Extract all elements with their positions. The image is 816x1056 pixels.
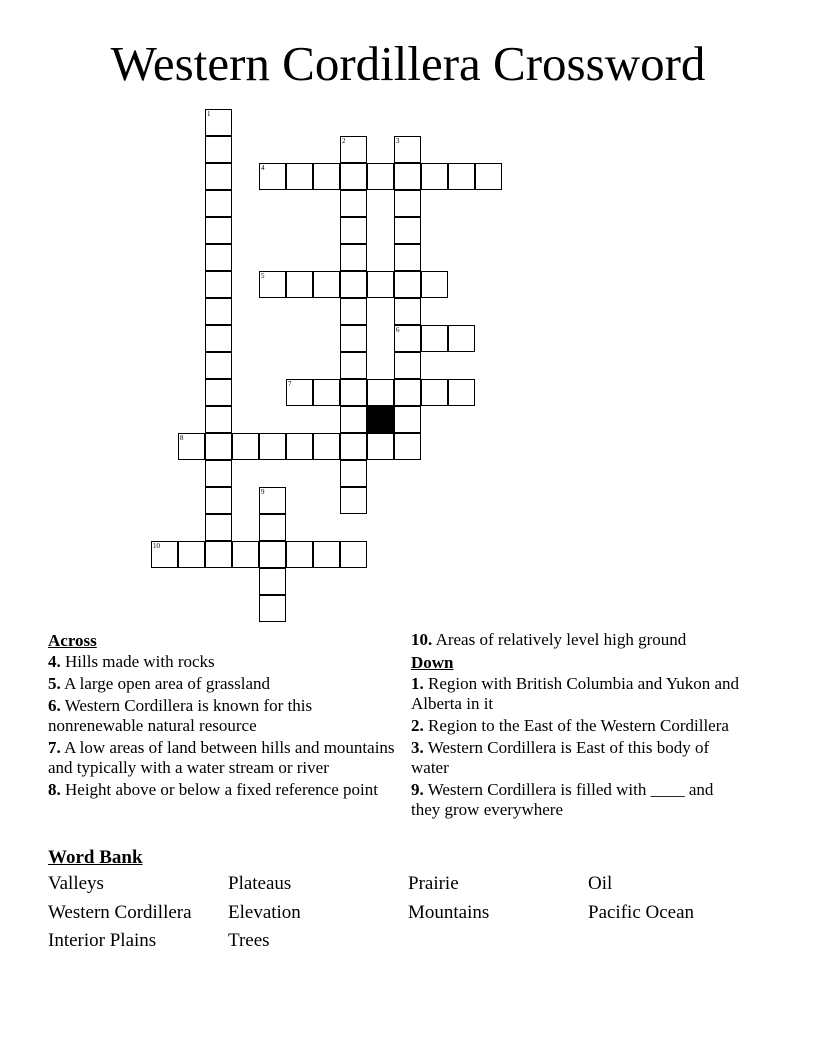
crossword-cell[interactable] <box>205 325 232 352</box>
clue-text: A large open area of grassland <box>64 674 271 693</box>
word-bank <box>48 873 768 953</box>
word-bank-item: Valleys <box>48 873 104 894</box>
crossword-cell[interactable] <box>394 136 421 163</box>
cell-number: 10 <box>153 542 160 550</box>
crossword-cell[interactable] <box>205 217 232 244</box>
crossword-cell[interactable] <box>205 271 232 298</box>
across-heading: Across <box>48 631 97 650</box>
clue-down-3 <box>411 738 741 778</box>
cell-number: 6 <box>396 326 400 334</box>
crossword-cell[interactable] <box>340 541 367 568</box>
crossword-cell[interactable] <box>340 406 367 433</box>
crossword-cell[interactable] <box>394 325 421 352</box>
crossword-cell[interactable] <box>340 325 367 352</box>
crossword-cell[interactable] <box>178 433 205 460</box>
clue-text: Height above or below a fixed reference point <box>65 780 378 799</box>
crossword-cell[interactable] <box>205 190 232 217</box>
crossword-cell[interactable] <box>232 541 259 568</box>
crossword-cell[interactable] <box>313 163 340 190</box>
crossword-cell[interactable] <box>259 595 286 622</box>
crossword-cell[interactable] <box>394 352 421 379</box>
crossword-cell[interactable] <box>340 433 367 460</box>
crossword-cell[interactable] <box>340 190 367 217</box>
crossword-cell[interactable] <box>394 163 421 190</box>
cell-number: 7 <box>288 380 292 388</box>
crossword-cell[interactable] <box>394 217 421 244</box>
clue-down-1 <box>411 674 741 714</box>
crossword-cell[interactable] <box>205 433 232 460</box>
word-bank-item: Prairie <box>408 873 459 894</box>
crossword-cell[interactable] <box>205 163 232 190</box>
cell-number: 2 <box>342 137 346 145</box>
crossword-block-cell <box>367 406 394 433</box>
crossword-cell[interactable] <box>205 109 232 136</box>
word-bank-item: Pacific Ocean <box>588 901 695 923</box>
crossword-cell[interactable] <box>394 298 421 325</box>
clue-across-7 <box>48 738 403 778</box>
clue-text: A low areas of land between hills and mountains and typically with a water stream or river <box>48 738 395 777</box>
crossword-cell[interactable] <box>448 163 475 190</box>
crossword-cell[interactable] <box>421 163 448 190</box>
clue-text: Western Cordillera is filled with ____ and they grow everywhere <box>411 780 714 819</box>
crossword-cell[interactable] <box>313 379 340 406</box>
crossword-cell[interactable] <box>367 379 394 406</box>
crossword-cell[interactable] <box>259 433 286 460</box>
crossword-cell[interactable] <box>205 487 232 514</box>
crossword-cell[interactable] <box>421 379 448 406</box>
crossword-cell[interactable] <box>178 541 205 568</box>
clue-across-8 <box>48 780 403 800</box>
word-bank-title: Word Bank <box>48 847 143 868</box>
crossword-cell[interactable] <box>421 325 448 352</box>
crossword-cell[interactable] <box>151 541 178 568</box>
cell-number: 4 <box>261 164 265 172</box>
clue-text: Areas of relatively level high ground <box>435 630 687 649</box>
crossword-cell[interactable] <box>313 433 340 460</box>
crossword-cell[interactable] <box>340 487 367 514</box>
crossword-cell[interactable] <box>313 541 340 568</box>
down-heading: Down <box>411 653 454 672</box>
crossword-cell[interactable] <box>394 406 421 433</box>
crossword-cell[interactable] <box>259 514 286 541</box>
crossword-cell[interactable] <box>340 460 367 487</box>
clue-text: Western Cordillera is East of this body of water <box>411 738 710 777</box>
clue-number: 2. <box>411 716 424 735</box>
clue-number: 1. <box>411 674 424 693</box>
crossword-cell[interactable] <box>367 271 394 298</box>
cell-number: 9 <box>261 488 265 496</box>
crossword-cell[interactable] <box>286 271 313 298</box>
clue-number: 4. <box>48 652 61 671</box>
clue-text: Hills made with rocks <box>65 652 215 671</box>
crossword-cell[interactable] <box>475 163 502 190</box>
word-bank-item: Oil <box>588 873 613 894</box>
crossword-cell[interactable] <box>205 541 232 568</box>
clue-number: 7. <box>48 738 61 757</box>
crossword-cell[interactable] <box>286 433 313 460</box>
cell-number: 1 <box>207 110 211 118</box>
clue-across-4 <box>48 652 403 672</box>
clue-number: 6. <box>48 696 61 715</box>
crossword-cell[interactable] <box>340 163 367 190</box>
crossword-cell[interactable] <box>367 163 394 190</box>
cell-number: 5 <box>261 272 265 280</box>
clue-across-6 <box>48 696 403 736</box>
crossword-cell[interactable] <box>205 460 232 487</box>
clue-text: Western Cordillera is known for this nonrenewable natural resource <box>48 696 313 735</box>
crossword-cell[interactable] <box>205 406 232 433</box>
crossword-cell[interactable] <box>448 379 475 406</box>
crossword-cell[interactable] <box>205 352 232 379</box>
clues-column-left <box>48 630 403 802</box>
clue-text: Region to the East of the Western Cordillera <box>428 716 729 735</box>
crossword-cell[interactable] <box>259 487 286 514</box>
crossword-cell[interactable] <box>340 298 367 325</box>
crossword-cell[interactable] <box>205 244 232 271</box>
crossword-cell[interactable] <box>340 217 367 244</box>
crossword-cell[interactable] <box>421 271 448 298</box>
word-bank-item: Elevation <box>228 901 301 923</box>
crossword-cell[interactable] <box>259 271 286 298</box>
cell-number: 3 <box>396 137 400 145</box>
crossword-cell[interactable] <box>340 352 367 379</box>
crossword-cell[interactable] <box>394 190 421 217</box>
crossword-cell[interactable] <box>340 136 367 163</box>
crossword-cell[interactable] <box>286 541 313 568</box>
word-bank-item: Western Cordillera <box>48 901 192 923</box>
crossword-cell[interactable] <box>448 325 475 352</box>
crossword-cell[interactable] <box>286 379 313 406</box>
word-bank-item: Interior Plains <box>48 930 157 952</box>
crossword-cell[interactable] <box>205 298 232 325</box>
crossword-cell[interactable] <box>259 163 286 190</box>
clue-across-10 <box>411 630 741 650</box>
crossword-cell[interactable] <box>394 271 421 298</box>
word-bank-item: Trees <box>228 930 270 952</box>
clues-column-right <box>411 630 741 822</box>
word-bank-item: Mountains <box>408 901 490 923</box>
crossword-cell[interactable] <box>394 379 421 406</box>
crossword-cell[interactable] <box>340 379 367 406</box>
clue-number: 3. <box>411 738 424 757</box>
crossword-cell[interactable] <box>340 244 367 271</box>
crossword-cell[interactable] <box>394 244 421 271</box>
clue-across-5 <box>48 674 403 694</box>
clue-down-2 <box>411 716 741 736</box>
crossword-cell[interactable] <box>259 541 286 568</box>
crossword-cell[interactable] <box>286 163 313 190</box>
crossword-cell[interactable] <box>394 433 421 460</box>
clue-down-9 <box>411 780 741 820</box>
crossword-cell[interactable] <box>232 433 259 460</box>
crossword-cell[interactable] <box>205 514 232 541</box>
clue-number: 10. <box>411 630 433 649</box>
clue-number: 8. <box>48 780 61 799</box>
crossword-cell[interactable] <box>367 433 394 460</box>
clue-text: Region with British Columbia and Yukon and Alberta in it <box>411 674 740 713</box>
crossword-cell[interactable] <box>259 568 286 595</box>
crossword-cell[interactable] <box>340 271 367 298</box>
clue-number: 9. <box>411 780 424 799</box>
crossword-cell[interactable] <box>205 136 232 163</box>
cell-number: 8 <box>180 434 184 442</box>
page-title: Western Cordillera Crossword <box>110 36 706 91</box>
crossword-cell[interactable] <box>313 271 340 298</box>
crossword-cell[interactable] <box>205 379 232 406</box>
word-bank-item: Plateaus <box>228 873 292 894</box>
clue-number: 5. <box>48 674 61 693</box>
